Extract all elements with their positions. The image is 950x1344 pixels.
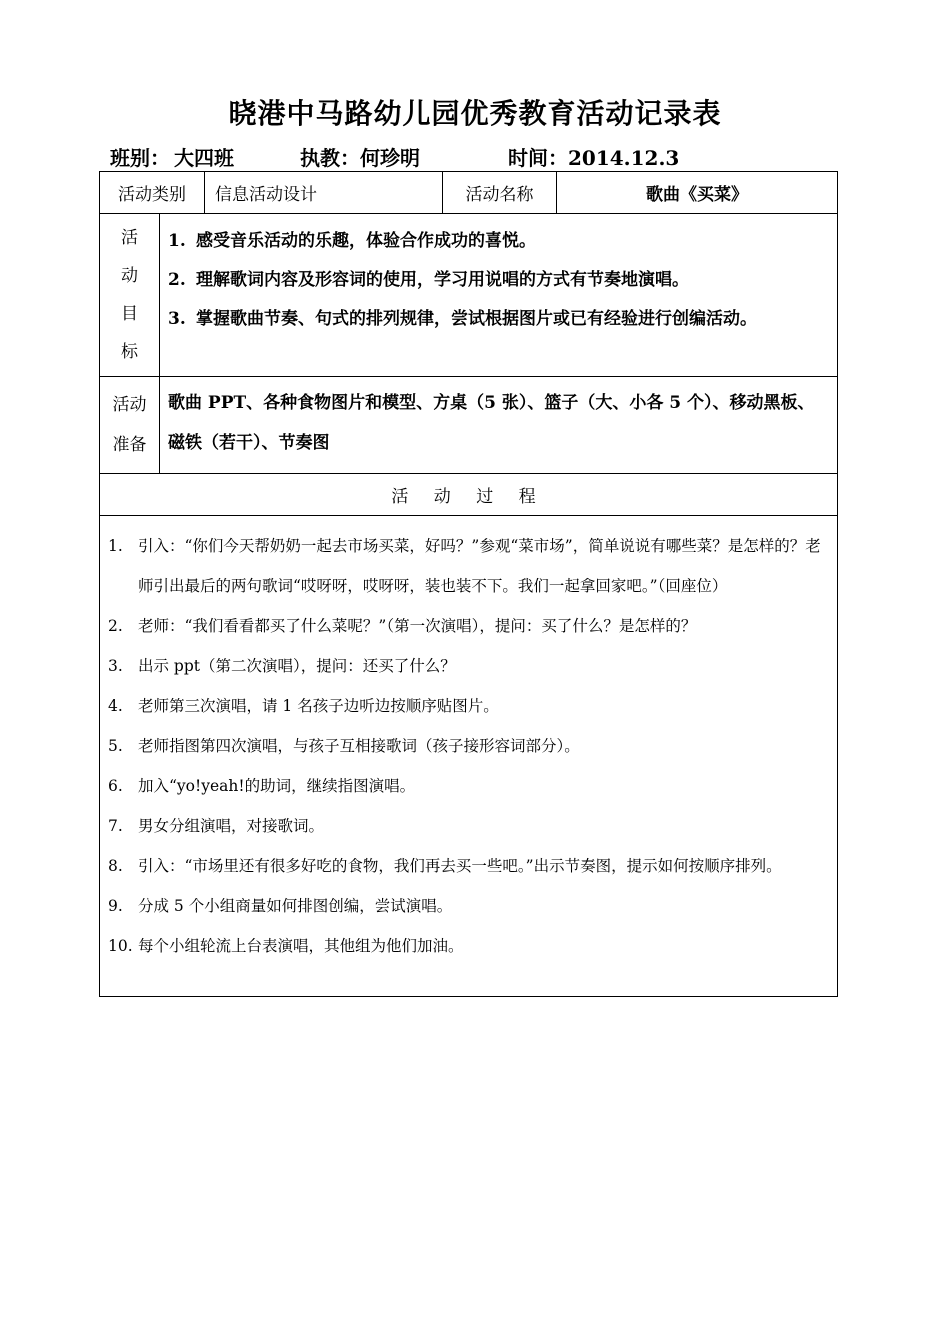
process-step — [108, 886, 829, 926]
step-text: 老师第三次演唱，请 1 名孩子边听边按顺序贴图片。 — [138, 697, 499, 715]
goal-text: 感受音乐活动的乐趣，体验合作成功的喜悦。 — [196, 231, 536, 251]
process-step — [108, 806, 829, 846]
preparation-row — [100, 377, 838, 474]
process-step — [108, 766, 829, 806]
goals-label-char: 活 — [121, 228, 138, 248]
goal-text: 掌握歌曲节奏、句式的排列规律，尝试根据图片或已有经验进行创编活动。 — [196, 309, 757, 329]
step-number: 9. — [108, 897, 123, 915]
step-text: 引入：“市场里还有很多好吃的食物，我们再去买一些吧。”出示节奏图，提示如何按顺序排列。 — [138, 857, 782, 875]
goals-label-char: 标 — [121, 342, 138, 362]
goals-label-char: 动 — [121, 266, 138, 286]
activity-name-label: 活动名称 — [443, 172, 557, 214]
process-heading-row — [100, 474, 838, 516]
process-step — [108, 846, 829, 886]
activity-name-value: 歌曲《买菜》 — [557, 172, 838, 214]
goals-content — [160, 214, 838, 377]
class-value: 大四班 — [174, 146, 234, 170]
preparation-label-line: 准备 — [112, 435, 147, 455]
goal-item — [168, 261, 831, 300]
category-value: 信息活动设计 — [205, 172, 443, 214]
step-number: 4. — [108, 697, 123, 715]
goal-item — [168, 300, 831, 339]
preparation-label — [100, 377, 160, 474]
teacher-label: 执教： — [300, 146, 360, 170]
activity-record-table — [99, 171, 838, 997]
goals-row — [100, 214, 838, 377]
step-text: 每个小组轮流上台表演唱，其他组为他们加油。 — [138, 937, 464, 955]
goals-label-char: 目 — [121, 304, 138, 324]
teacher-info — [300, 142, 420, 171]
time-value: 2014.12.3 — [568, 146, 680, 170]
process-step — [108, 686, 829, 726]
process-step — [108, 926, 829, 966]
step-text: 老师：“我们看看都买了什么菜呢？”（第一次演唱），提问：买了什么？是怎样的？ — [138, 617, 697, 635]
time-label: 时间： — [508, 146, 568, 170]
step-number: 1. — [108, 537, 123, 555]
process-step — [108, 606, 829, 646]
step-number: 6. — [108, 777, 123, 795]
step-text: 引入：“你们今天帮奶奶一起去市场买菜，好吗？”参观“菜市场”，简单说说有哪些菜？是怎样的？老师引出最后的两句歌词“哎呀呀，哎呀呀，装也装不下。我们一起拿回家吧。”（回座位） — [138, 537, 821, 595]
step-number: 7. — [108, 817, 123, 835]
process-heading: 活 动 过 程 — [100, 474, 838, 516]
preparation-content: 歌曲 PPT、各种食物图片和模型、方桌（5 张）、篮子（大、小各 5 个）、移动黑板、磁铁（若干）、节奏图 — [160, 377, 838, 474]
step-text: 分成 5 个小组商量如何排图创编，尝试演唱。 — [138, 897, 453, 915]
process-step — [108, 646, 829, 686]
document-title: 晓港中马路幼儿园优秀教育活动记录表 — [228, 97, 722, 130]
teacher-value: 何珍明 — [360, 146, 420, 170]
class-info — [110, 142, 234, 171]
goal-number: 2. — [168, 270, 186, 290]
process-step — [108, 726, 829, 766]
time-info — [508, 142, 679, 171]
process-steps — [100, 516, 838, 997]
process-step — [108, 526, 829, 606]
goal-text: 理解歌词内容及形容词的使用，学习用说唱的方式有节奏地演唱。 — [196, 270, 689, 290]
step-number: 3. — [108, 657, 123, 675]
process-steps-row — [100, 516, 838, 997]
goal-number: 3. — [168, 309, 186, 329]
class-label: 班别： — [110, 146, 170, 170]
step-text: 男女分组演唱，对接歌词。 — [138, 817, 325, 835]
category-label: 活动类别 — [100, 172, 205, 214]
goal-number: 1. — [168, 231, 186, 251]
step-text: 出示 ppt（第二次演唱），提问：还买了什么？ — [138, 657, 456, 675]
step-number: 2. — [108, 617, 123, 635]
step-number: 10. — [108, 937, 133, 955]
step-number: 8. — [108, 857, 123, 875]
goals-label — [100, 214, 160, 377]
step-text: 加入“yo!yeah!的助词，继续指图演唱。 — [138, 777, 416, 795]
preparation-label-line: 活动 — [112, 395, 147, 415]
info-row — [100, 172, 838, 214]
goal-item — [168, 222, 831, 261]
step-number: 5. — [108, 737, 123, 755]
step-text: 老师指图第四次演唱，与孩子互相接歌词（孩子接形容词部分）。 — [138, 737, 580, 755]
